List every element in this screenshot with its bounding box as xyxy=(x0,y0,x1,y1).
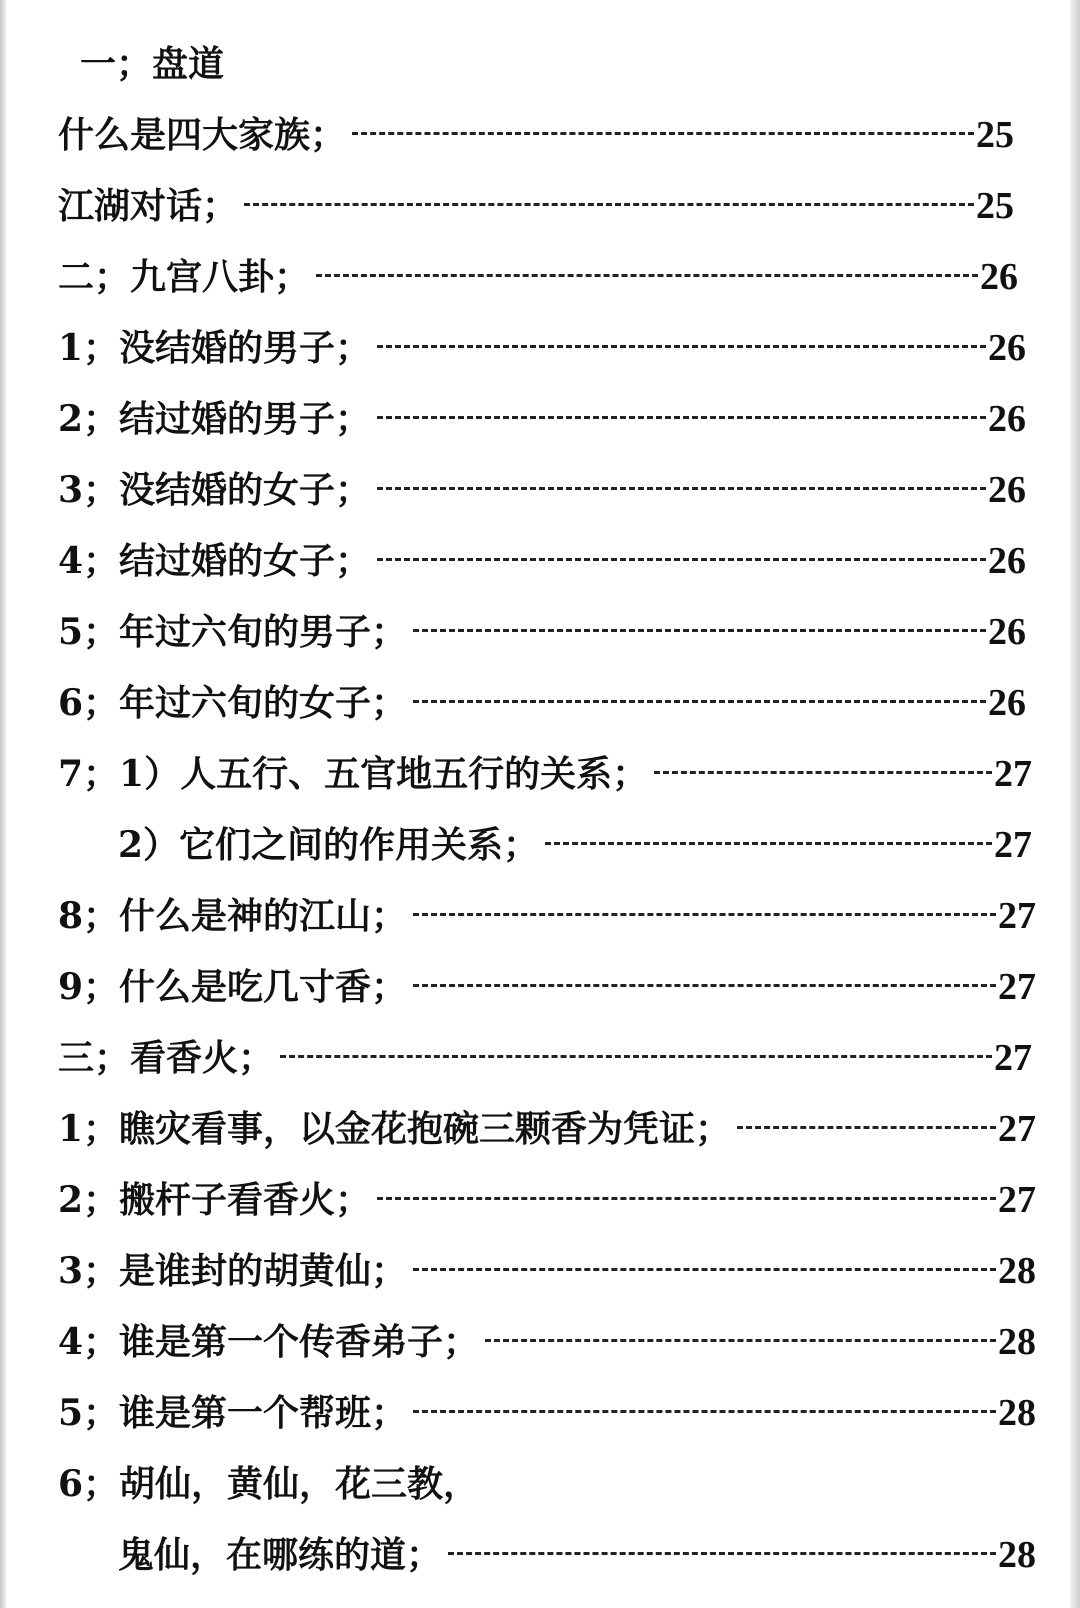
toc-entry xyxy=(58,1247,1036,1295)
toc-entry-label: 8；什么是神的江山； xyxy=(58,895,408,937)
dotted-leader xyxy=(352,132,974,135)
toc-entry xyxy=(118,1531,1036,1579)
toc-entry-label: 1；瞧灾看事，以金花抱碗三颗香为凭证； xyxy=(58,1108,732,1150)
toc-page-number: 27 xyxy=(994,1037,1032,1079)
toc-page-number: 27 xyxy=(998,1179,1036,1221)
dotted-leader xyxy=(413,1268,996,1271)
dotted-leader xyxy=(377,558,986,561)
toc-entry-label: 2；搬杆子看香火； xyxy=(58,1179,372,1221)
dotted-leader xyxy=(545,842,992,845)
toc-entry-label: 三；看香火； xyxy=(58,1037,275,1079)
toc-page-number: 28 xyxy=(998,1392,1036,1434)
toc-entry xyxy=(58,963,1036,1011)
dotted-leader xyxy=(377,487,986,490)
toc-page-number: 27 xyxy=(998,895,1036,937)
toc-entry xyxy=(58,1034,1032,1082)
toc-entry-label: 4；谁是第一个传香弟子； xyxy=(58,1321,480,1363)
toc-entry xyxy=(58,111,1014,159)
dotted-leader xyxy=(485,1339,996,1342)
toc-entry-label: 什么是四大家族； xyxy=(58,114,347,156)
toc-page-number: 27 xyxy=(998,1108,1036,1150)
toc-page-number: 26 xyxy=(988,682,1026,724)
toc-entry xyxy=(58,324,1026,372)
dotted-leader xyxy=(737,1126,996,1129)
toc-entry-label: 6；年过六旬的女子； xyxy=(58,682,408,724)
dotted-leader xyxy=(244,203,974,206)
toc-entry-label: 3；是谁封的胡黄仙； xyxy=(58,1250,408,1292)
toc-section-heading xyxy=(80,40,240,88)
toc-entry xyxy=(58,537,1026,585)
toc-page-number: 26 xyxy=(988,398,1026,440)
toc-entry xyxy=(58,182,1014,230)
toc-entry-label: 2；结过婚的男子； xyxy=(58,398,372,440)
toc-entry-label: 5；谁是第一个帮班； xyxy=(58,1392,408,1434)
toc-entry xyxy=(118,821,1032,869)
toc-entry-label: 江湖对话； xyxy=(58,185,239,227)
dotted-leader xyxy=(280,1055,992,1058)
toc-entry-label: 一；盘道 xyxy=(80,43,225,85)
toc-entry xyxy=(58,1176,1036,1224)
toc-entry-label: 6；胡仙，黄仙，花三教， xyxy=(58,1463,480,1505)
toc-entry-label: 2）它们之间的作用关系； xyxy=(118,824,540,866)
dotted-leader xyxy=(413,984,996,987)
toc-page-number: 27 xyxy=(994,753,1032,795)
toc-entry xyxy=(58,1105,1036,1153)
toc-page-number: 27 xyxy=(994,824,1032,866)
toc-page-number: 28 xyxy=(998,1534,1036,1576)
toc-entry xyxy=(58,253,1018,301)
toc-entry-label: 7；1）人五行、五官地五行的关系； xyxy=(58,753,649,795)
dotted-leader xyxy=(448,1552,996,1555)
toc-entry xyxy=(58,1460,540,1508)
dotted-leader xyxy=(654,771,992,774)
toc-entry-label: 1；没结婚的男子； xyxy=(58,327,372,369)
dotted-leader xyxy=(413,629,986,632)
toc-page-number: 26 xyxy=(988,611,1026,653)
dotted-leader xyxy=(413,913,996,916)
toc-entry xyxy=(58,1389,1036,1437)
toc-entry xyxy=(58,679,1026,727)
dotted-leader xyxy=(413,1410,996,1413)
toc-page-number: 26 xyxy=(980,256,1018,298)
toc-page-number: 26 xyxy=(988,327,1026,369)
toc-page-number: 25 xyxy=(976,114,1014,156)
toc-page-number: 28 xyxy=(998,1321,1036,1363)
dotted-leader xyxy=(413,700,986,703)
toc-page-number: 25 xyxy=(976,185,1014,227)
toc-entry xyxy=(58,750,1032,798)
toc-entry-label: 4；结过婚的女子； xyxy=(58,540,372,582)
toc-page-number: 28 xyxy=(998,1250,1036,1292)
toc-entry xyxy=(58,608,1026,656)
toc-page-number: 27 xyxy=(998,966,1036,1008)
dotted-leader xyxy=(377,345,986,348)
toc-entry xyxy=(58,395,1026,443)
toc-entry xyxy=(58,1318,1036,1366)
toc-entry xyxy=(58,892,1036,940)
dotted-leader xyxy=(377,416,986,419)
toc-page-number: 26 xyxy=(988,540,1026,582)
toc-entry-label: 9；什么是吃几寸香； xyxy=(58,966,408,1008)
dotted-leader xyxy=(316,274,978,277)
toc-entry xyxy=(58,466,1026,514)
toc-entry-label: 3；没结婚的女子； xyxy=(58,469,372,511)
toc-entry-label: 鬼仙，在哪练的道； xyxy=(118,1534,443,1576)
toc-entry-label: 5；年过六旬的男子； xyxy=(58,611,408,653)
toc-page-number: 26 xyxy=(988,469,1026,511)
dotted-leader xyxy=(377,1197,996,1200)
toc-entry-label: 二；九宫八卦； xyxy=(58,256,311,298)
